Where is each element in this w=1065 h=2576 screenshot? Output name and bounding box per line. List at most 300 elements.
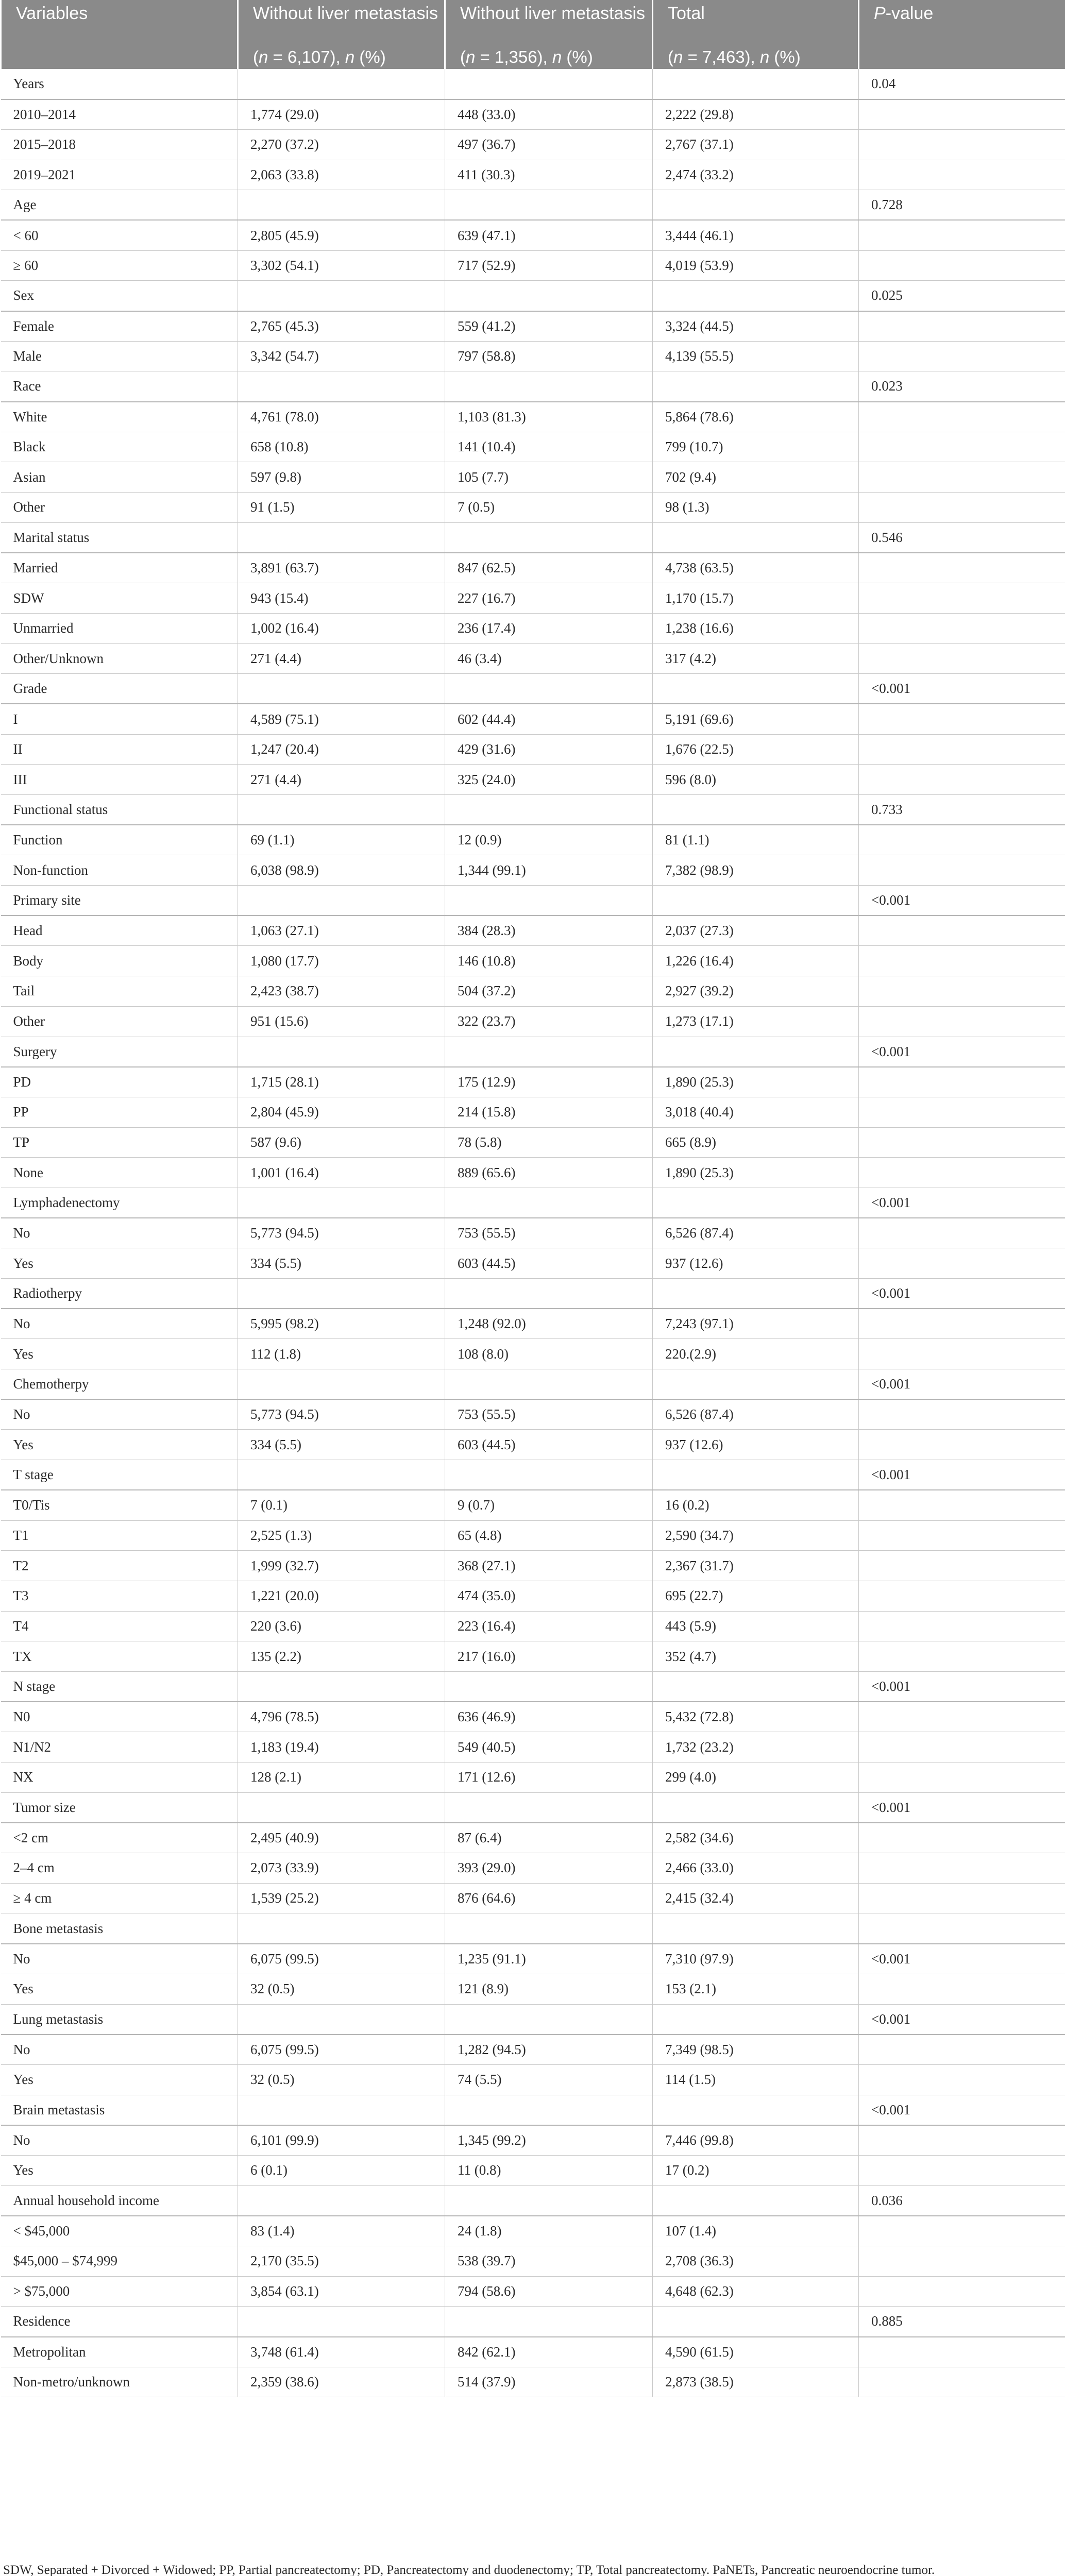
cell-group-1: 587 (9.6) <box>238 1127 445 1158</box>
cell-total: 1,226 (16.4) <box>653 946 859 976</box>
cell-p-value <box>859 99 1065 130</box>
cell-p-value: <0.001 <box>859 1944 1065 1974</box>
cell-total: 7,243 (97.1) <box>653 1309 859 1339</box>
cell-p-value <box>859 1067 1065 1097</box>
cell-group-1: 1,221 (20.0) <box>238 1581 445 1611</box>
cell-total: 4,019 (53.9) <box>653 250 859 281</box>
cell-total: 153 (2.1) <box>653 1974 859 2004</box>
cell-variable: I <box>1 704 238 734</box>
table-row <box>1 886 1065 916</box>
cell-variable: No <box>1 2125 238 2156</box>
cell-total: 3,018 (40.4) <box>653 1097 859 1127</box>
cell-total: 4,738 (63.5) <box>653 553 859 583</box>
table-row <box>1 613 1065 643</box>
cell-group-2: 753 (55.5) <box>445 1399 653 1430</box>
footnote: SDW, Separated + Divorced + Widowed; PP, Partial pancreatectomy; PD, Pancreatectomy and duodenectomy; TP, Total pancreatectomy. PaNETs, Pancreatic neuroendocrine tumor. <box>3 2563 935 2576</box>
cell-total <box>653 1037 859 1067</box>
cell-group-2 <box>445 674 653 704</box>
cell-p-value <box>859 1248 1065 1279</box>
cell-total: 3,444 (46.1) <box>653 220 859 250</box>
cell-variable: T3 <box>1 1581 238 1611</box>
cell-total <box>653 674 859 704</box>
cell-total: 2,767 (37.1) <box>653 129 859 160</box>
table-row <box>1 2367 1065 2397</box>
cell-variable: Non-metro/unknown <box>1 2367 238 2397</box>
cell-group-1: 4,796 (78.5) <box>238 1702 445 1732</box>
cell-group-2 <box>445 1792 653 1823</box>
cell-p-value <box>859 311 1065 342</box>
cell-variable: Yes <box>1 1430 238 1460</box>
cell-total: 2,582 (34.6) <box>653 1823 859 1853</box>
cell-group-1: 2,765 (45.3) <box>238 311 445 342</box>
subheader-row <box>1 45 1065 69</box>
cell-group-1: 4,761 (78.0) <box>238 402 445 432</box>
table-row <box>1 2155 1065 2185</box>
cell-p-value <box>859 1127 1065 1158</box>
cell-total <box>653 190 859 221</box>
cell-group-1 <box>238 522 445 553</box>
cell-variable: Grade <box>1 674 238 704</box>
table-row <box>1 2246 1065 2277</box>
cell-group-1: 135 (2.2) <box>238 1641 445 1672</box>
cell-total: 443 (5.9) <box>653 1611 859 1641</box>
cell-group-1: 91 (1.5) <box>238 493 445 523</box>
cell-group-1 <box>238 1188 445 1218</box>
table-row <box>1 1853 1065 1884</box>
cell-p-value: 0.546 <box>859 522 1065 553</box>
cell-group-1: 32 (0.5) <box>238 2064 445 2095</box>
cell-total: 2,222 (29.8) <box>653 99 859 130</box>
cell-variable: Primary site <box>1 886 238 916</box>
cell-group-2: 876 (64.6) <box>445 1883 653 1913</box>
cell-group-2 <box>445 1188 653 1218</box>
subheader-total: (n = 7,463), n (%) <box>653 45 859 69</box>
cell-total <box>653 371 859 402</box>
cell-group-1: 2,270 (37.2) <box>238 129 445 160</box>
cell-p-value: <0.001 <box>859 1460 1065 1490</box>
cell-group-1: 112 (1.8) <box>238 1339 445 1369</box>
cell-total <box>653 69 859 99</box>
cell-variable: T stage <box>1 1460 238 1490</box>
cell-group-1: 5,995 (98.2) <box>238 1309 445 1339</box>
cell-p-value <box>859 1641 1065 1672</box>
cell-group-1 <box>238 2004 445 2035</box>
cell-group-1: 5,773 (94.5) <box>238 1399 445 1430</box>
cell-group-2: 636 (46.9) <box>445 1702 653 1732</box>
cell-group-1 <box>238 69 445 99</box>
cell-group-1: 4,589 (75.1) <box>238 704 445 734</box>
cell-group-1: 83 (1.4) <box>238 2216 445 2246</box>
cell-group-2: 223 (16.4) <box>445 1611 653 1641</box>
cell-group-2 <box>445 1913 653 1944</box>
table-row <box>1 402 1065 432</box>
header-total: Total <box>653 0 859 45</box>
cell-p-value: <0.001 <box>859 1037 1065 1067</box>
table-row <box>1 2125 1065 2156</box>
cell-variable: N stage <box>1 1671 238 1702</box>
cell-p-value <box>859 1218 1065 1248</box>
cell-total: 702 (9.4) <box>653 462 859 493</box>
cell-variable: Sex <box>1 281 238 311</box>
cell-total <box>653 1913 859 1944</box>
cell-p-value <box>859 129 1065 160</box>
table-row <box>1 1490 1065 1520</box>
table-row <box>1 916 1065 946</box>
cell-group-2: 74 (5.5) <box>445 2064 653 2095</box>
cell-variable: PP <box>1 1097 238 1127</box>
cell-variable: Female <box>1 311 238 342</box>
cell-variable: Asian <box>1 462 238 493</box>
table-row <box>1 432 1065 462</box>
cell-group-2 <box>445 2004 653 2035</box>
cell-group-1: 6 (0.1) <box>238 2155 445 2185</box>
cell-p-value <box>859 1732 1065 1762</box>
cell-group-1: 2,170 (35.5) <box>238 2246 445 2277</box>
cell-variable: Tail <box>1 976 238 1007</box>
table-row <box>1 1913 1065 1944</box>
cell-p-value <box>859 1399 1065 1430</box>
cell-variable: ≥ 60 <box>1 250 238 281</box>
cell-group-2: 65 (4.8) <box>445 1520 653 1551</box>
cell-p-value: 0.036 <box>859 2185 1065 2216</box>
cell-group-1 <box>238 190 445 221</box>
cell-variable: Lymphadenectomy <box>1 1188 238 1218</box>
cell-variable: Other/Unknown <box>1 643 238 674</box>
cell-p-value <box>859 976 1065 1007</box>
cell-total: 317 (4.2) <box>653 643 859 674</box>
cell-group-1: 1,774 (29.0) <box>238 99 445 130</box>
header-p-value: P-value <box>859 0 1065 45</box>
cell-p-value <box>859 1762 1065 1793</box>
table-row <box>1 1339 1065 1369</box>
cell-group-2: 847 (62.5) <box>445 553 653 583</box>
cell-p-value <box>859 2337 1065 2367</box>
cell-variable: Lung metastasis <box>1 2004 238 2035</box>
cell-group-1: 597 (9.8) <box>238 462 445 493</box>
cell-variable: < $45,000 <box>1 2216 238 2246</box>
cell-group-1: 658 (10.8) <box>238 432 445 462</box>
cell-p-value <box>859 765 1065 795</box>
cell-group-1 <box>238 1369 445 1400</box>
cell-p-value: <0.001 <box>859 1188 1065 1218</box>
table-row <box>1 583 1065 614</box>
table-row <box>1 1097 1065 1127</box>
table-row <box>1 69 1065 99</box>
cell-total <box>653 1188 859 1218</box>
cell-variable: N1/N2 <box>1 1732 238 1762</box>
cell-total <box>653 1369 859 1400</box>
cell-variable: Marital status <box>1 522 238 553</box>
cell-group-1: 2,495 (40.9) <box>238 1823 445 1853</box>
cell-group-2: 171 (12.6) <box>445 1762 653 1793</box>
cell-group-2: 1,248 (92.0) <box>445 1309 653 1339</box>
cell-variable: > $75,000 <box>1 2276 238 2307</box>
cell-p-value <box>859 1158 1065 1188</box>
cell-group-1: 1,063 (27.1) <box>238 916 445 946</box>
table-row <box>1 946 1065 976</box>
cell-variable: Functional status <box>1 795 238 825</box>
cell-variable: Brain metastasis <box>1 2095 238 2125</box>
cell-group-1: 1,247 (20.4) <box>238 734 445 765</box>
cell-group-1: 3,302 (54.1) <box>238 250 445 281</box>
cell-group-2: 794 (58.6) <box>445 2276 653 2307</box>
table-row <box>1 341 1065 371</box>
cell-group-2: 87 (6.4) <box>445 1823 653 1853</box>
cell-group-1 <box>238 886 445 916</box>
cell-variable: Bone metastasis <box>1 1913 238 1944</box>
cell-total: 107 (1.4) <box>653 2216 859 2246</box>
table-row <box>1 643 1065 674</box>
cell-group-1 <box>238 1913 445 1944</box>
cell-group-1: 69 (1.1) <box>238 825 445 855</box>
cell-group-1: 1,183 (19.4) <box>238 1732 445 1762</box>
cell-group-1: 6,075 (99.5) <box>238 1944 445 1974</box>
cell-p-value <box>859 1611 1065 1641</box>
cell-p-value <box>859 704 1065 734</box>
cell-group-1 <box>238 2307 445 2337</box>
cell-total: 2,037 (27.3) <box>653 916 859 946</box>
cell-variable: $45,000 – $74,999 <box>1 2246 238 2277</box>
cell-total: 5,864 (78.6) <box>653 402 859 432</box>
cell-p-value <box>859 341 1065 371</box>
cell-group-2: 411 (30.3) <box>445 160 653 190</box>
header-variables: Variables <box>1 0 238 45</box>
cell-group-2 <box>445 1671 653 1702</box>
cell-group-2: 842 (62.1) <box>445 2337 653 2367</box>
cell-total: 7,446 (99.8) <box>653 2125 859 2156</box>
cell-group-2 <box>445 522 653 553</box>
cell-group-1: 334 (5.5) <box>238 1430 445 1460</box>
table-row <box>1 2064 1065 2095</box>
table-row <box>1 522 1065 553</box>
cell-total: 4,590 (61.5) <box>653 2337 859 2367</box>
cell-group-1 <box>238 281 445 311</box>
cell-p-value <box>859 1702 1065 1732</box>
table-row <box>1 371 1065 402</box>
cell-group-2: 46 (3.4) <box>445 643 653 674</box>
cell-variable: No <box>1 1309 238 1339</box>
table-row <box>1 2276 1065 2307</box>
table-row <box>1 493 1065 523</box>
table-row <box>1 1037 1065 1067</box>
table-row <box>1 99 1065 130</box>
cell-group-1 <box>238 1671 445 1702</box>
cell-variable: No <box>1 1399 238 1430</box>
table-row <box>1 1581 1065 1611</box>
cell-variable: T1 <box>1 1520 238 1551</box>
cell-group-1 <box>238 795 445 825</box>
table-row <box>1 1762 1065 1793</box>
cell-group-2: 639 (47.1) <box>445 220 653 250</box>
cell-variable: White <box>1 402 238 432</box>
table-row <box>1 976 1065 1007</box>
cell-group-2 <box>445 1369 653 1400</box>
table-row <box>1 825 1065 855</box>
cell-variable: Head <box>1 916 238 946</box>
cell-p-value <box>859 1551 1065 1581</box>
cell-group-2: 504 (37.2) <box>445 976 653 1007</box>
cell-variable: TP <box>1 1127 238 1158</box>
cell-p-value: 0.728 <box>859 190 1065 221</box>
cell-variable: 2019–2021 <box>1 160 238 190</box>
cell-group-2 <box>445 69 653 99</box>
cell-total: 81 (1.1) <box>653 825 859 855</box>
cell-total <box>653 1279 859 1309</box>
header-group-1: Without liver metastasis <box>238 0 445 45</box>
cell-group-1: 2,423 (38.7) <box>238 976 445 1007</box>
cell-group-2: 108 (8.0) <box>445 1339 653 1369</box>
cell-group-1: 1,001 (16.4) <box>238 1158 445 1188</box>
cell-variable: Yes <box>1 2064 238 2095</box>
cell-total: 5,191 (69.6) <box>653 704 859 734</box>
cell-group-2: 121 (8.9) <box>445 1974 653 2004</box>
cell-p-value <box>859 1823 1065 1853</box>
cell-total: 16 (0.2) <box>653 1490 859 1520</box>
cell-variable: Surgery <box>1 1037 238 1067</box>
cell-total <box>653 1792 859 1823</box>
cell-group-1: 1,080 (17.7) <box>238 946 445 976</box>
cell-total: 1,273 (17.1) <box>653 1006 859 1037</box>
cell-p-value <box>859 1581 1065 1611</box>
table-row <box>1 311 1065 342</box>
table-row <box>1 1279 1065 1309</box>
subheader-variables <box>1 45 238 69</box>
cell-p-value <box>859 2367 1065 2397</box>
cell-variable: Other <box>1 493 238 523</box>
table-row <box>1 1551 1065 1581</box>
cell-variable: Yes <box>1 2155 238 2185</box>
cell-p-value <box>859 432 1065 462</box>
cell-group-1: 951 (15.6) <box>238 1006 445 1037</box>
cell-group-2: 559 (41.2) <box>445 311 653 342</box>
cell-group-2: 236 (17.4) <box>445 613 653 643</box>
cell-group-2: 24 (1.8) <box>445 2216 653 2246</box>
table-row <box>1 462 1065 493</box>
cell-total: 2,873 (38.5) <box>653 2367 859 2397</box>
cell-group-1: 271 (4.4) <box>238 643 445 674</box>
cell-p-value <box>859 160 1065 190</box>
cell-total: 1,890 (25.3) <box>653 1158 859 1188</box>
cell-p-value <box>859 825 1065 855</box>
cell-p-value: <0.001 <box>859 1369 1065 1400</box>
table-body <box>1 69 1065 2397</box>
cell-p-value <box>859 2125 1065 2156</box>
cell-group-2: 175 (12.9) <box>445 1067 653 1097</box>
cell-total: 220.(2.9) <box>653 1339 859 1369</box>
cell-group-1: 1,715 (28.1) <box>238 1067 445 1097</box>
table-row <box>1 1702 1065 1732</box>
cell-variable: No <box>1 1944 238 1974</box>
cell-group-1 <box>238 674 445 704</box>
cell-group-1: 2,805 (45.9) <box>238 220 445 250</box>
cell-variable: Black <box>1 432 238 462</box>
cell-group-2: 322 (23.7) <box>445 1006 653 1037</box>
cell-group-1: 6,038 (98.9) <box>238 855 445 886</box>
cell-total: 17 (0.2) <box>653 2155 859 2185</box>
cell-group-2: 603 (44.5) <box>445 1430 653 1460</box>
cell-group-1: 5,773 (94.5) <box>238 1218 445 1248</box>
cell-total: 114 (1.5) <box>653 2064 859 2095</box>
table-row <box>1 2095 1065 2125</box>
cell-variable: 2010–2014 <box>1 99 238 130</box>
cell-total: 2,474 (33.2) <box>653 160 859 190</box>
cell-variable: Metropolitan <box>1 2337 238 2367</box>
cell-group-1 <box>238 1279 445 1309</box>
cell-group-2: 146 (10.8) <box>445 946 653 976</box>
cell-group-1: 128 (2.1) <box>238 1762 445 1793</box>
cell-p-value: <0.001 <box>859 674 1065 704</box>
cell-total: 2,708 (36.3) <box>653 2246 859 2277</box>
cell-total: 98 (1.3) <box>653 493 859 523</box>
cell-variable: Yes <box>1 1339 238 1369</box>
cell-total: 7,349 (98.5) <box>653 2035 859 2065</box>
cell-group-2: 105 (7.7) <box>445 462 653 493</box>
cell-p-value <box>859 1913 1065 1944</box>
cell-variable: T2 <box>1 1551 238 1581</box>
cell-p-value <box>859 1430 1065 1460</box>
table-row <box>1 1399 1065 1430</box>
cell-group-1: 2,063 (33.8) <box>238 160 445 190</box>
cell-group-1: 6,075 (99.5) <box>238 2035 445 2065</box>
table-row <box>1 220 1065 250</box>
cell-variable: Non-function <box>1 855 238 886</box>
cell-group-2: 1,344 (99.1) <box>445 855 653 886</box>
cell-variable: ≥ 4 cm <box>1 1883 238 1913</box>
cell-group-1: 220 (3.6) <box>238 1611 445 1641</box>
subheader-group-1: (n = 6,107), n (%) <box>238 45 445 69</box>
cell-group-2: 384 (28.3) <box>445 916 653 946</box>
cell-total: 3,324 (44.5) <box>653 311 859 342</box>
cell-variable: Unmarried <box>1 613 238 643</box>
cell-group-2: 497 (36.7) <box>445 129 653 160</box>
table-row <box>1 2307 1065 2337</box>
cell-total: 7,382 (98.9) <box>653 855 859 886</box>
cell-group-1: 7 (0.1) <box>238 1490 445 1520</box>
table-row <box>1 1671 1065 1702</box>
cell-total: 1,238 (16.6) <box>653 613 859 643</box>
cell-group-1: 2,073 (33.9) <box>238 1853 445 1884</box>
cell-variable: Male <box>1 341 238 371</box>
table-row <box>1 2216 1065 2246</box>
cell-group-2: 141 (10.4) <box>445 432 653 462</box>
cell-variable: T0/Tis <box>1 1490 238 1520</box>
cell-variable: II <box>1 734 238 765</box>
cell-variable: Function <box>1 825 238 855</box>
cell-total: 2,590 (34.7) <box>653 1520 859 1551</box>
cell-p-value: <0.001 <box>859 1792 1065 1823</box>
cell-p-value: 0.885 <box>859 2307 1065 2337</box>
cell-p-value <box>859 734 1065 765</box>
cell-group-1: 271 (4.4) <box>238 765 445 795</box>
cell-variable: SDW <box>1 583 238 614</box>
cell-group-2: 448 (33.0) <box>445 99 653 130</box>
cell-p-value <box>859 2216 1065 2246</box>
cell-group-2: 368 (27.1) <box>445 1551 653 1581</box>
table-row <box>1 1792 1065 1823</box>
cell-p-value <box>859 1974 1065 2004</box>
table-row <box>1 1974 1065 2004</box>
cell-variable: 2015–2018 <box>1 129 238 160</box>
cell-variable: T4 <box>1 1611 238 1641</box>
cell-p-value <box>859 493 1065 523</box>
cell-p-value: 0.023 <box>859 371 1065 402</box>
table-row <box>1 1611 1065 1641</box>
cell-p-value <box>859 916 1065 946</box>
cell-total: 6,526 (87.4) <box>653 1399 859 1430</box>
cell-total: 352 (4.7) <box>653 1641 859 1672</box>
cell-group-2 <box>445 2307 653 2337</box>
cell-p-value: <0.001 <box>859 886 1065 916</box>
